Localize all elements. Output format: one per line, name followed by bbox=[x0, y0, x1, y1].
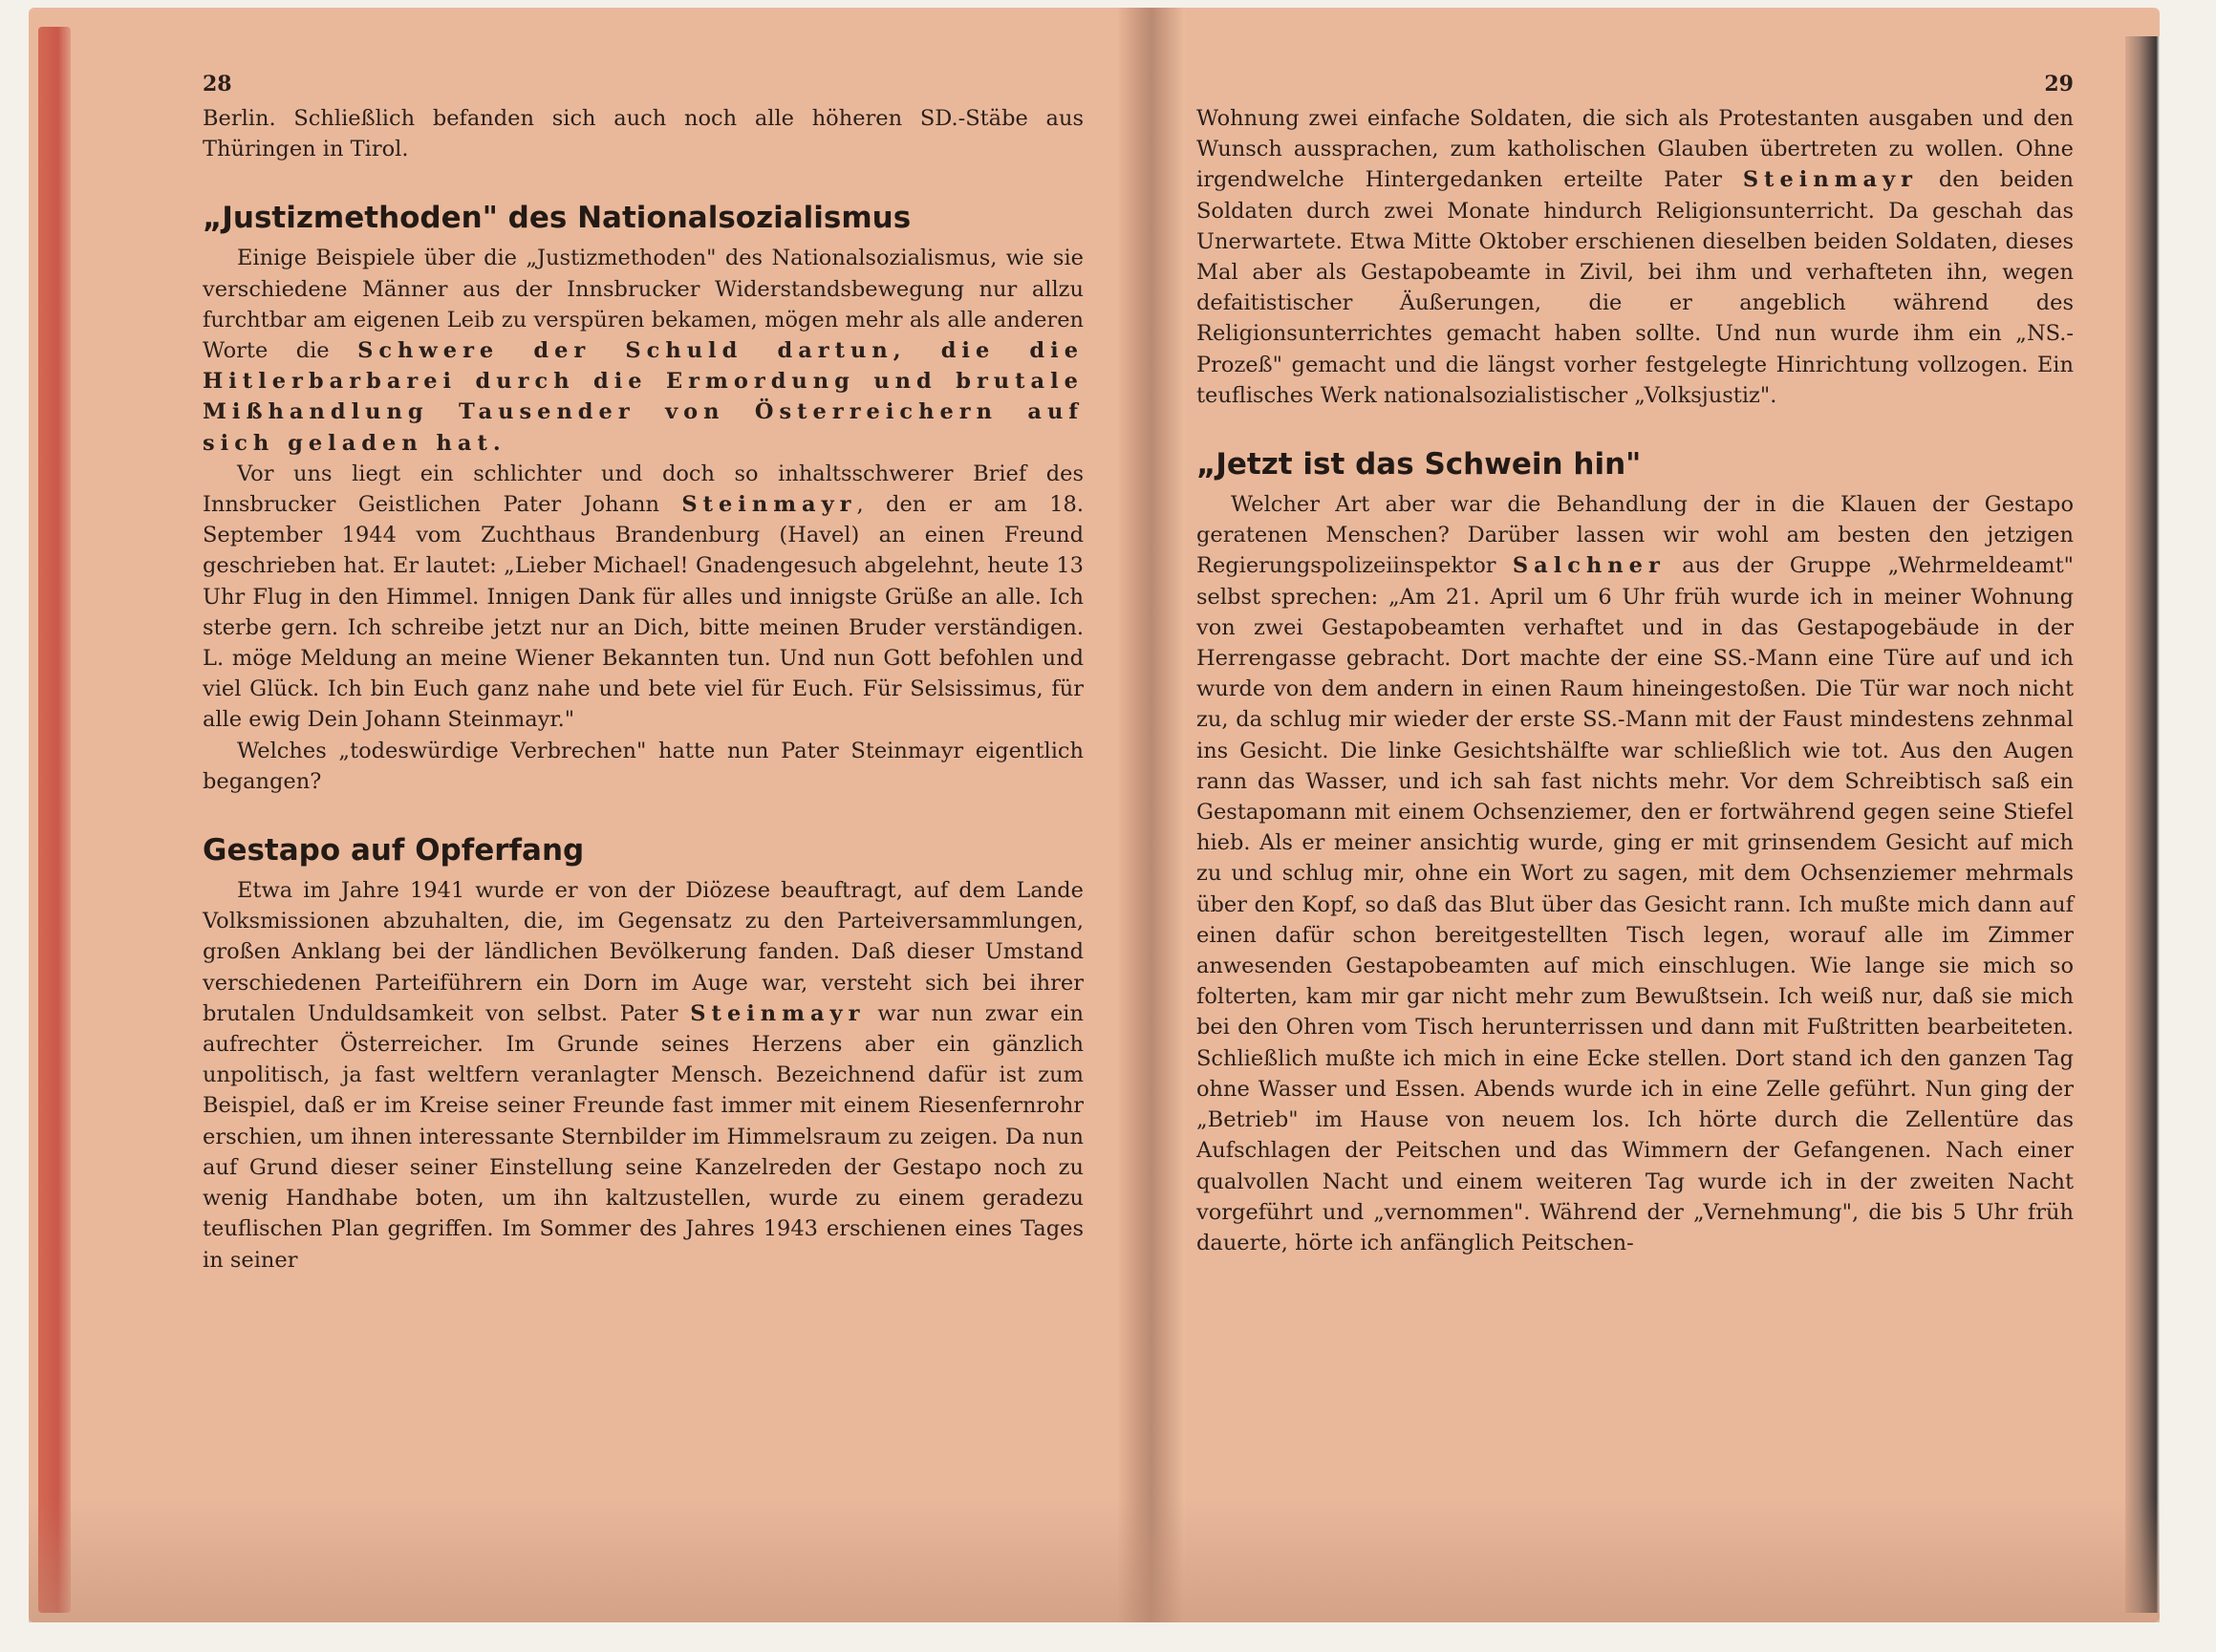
paragraph bbox=[203, 875, 1084, 1276]
paragraph-text: den beiden Soldaten durch zwei Monate hindurch Religionsunterricht. Da geschah das Unerwartete. Etwa Mitte Oktober erschienen dieselben beiden Soldaten, dieses Mal aber als Gestapobeamte in Zivil, bei ihm und verhafteten ihn, wegen defaitistischer Äußerungen, die er angeblich während des Religionsunterrichtes gemacht haben sollte. Und nun wurde ihm ein „NS.-Prozeß" gemacht und die längst vorher festgelegte Hinrichtung vollzogen. Ein teuflisches Werk nationalsozialistischer „Volksjustiz". bbox=[1196, 167, 2075, 408]
page-shadow bbox=[29, 1498, 2160, 1622]
left-page bbox=[203, 65, 1084, 1276]
paragraph: Welches „todeswürdige Verbrechen" hatte nun Pater Steinmayr eigentlich begangen? bbox=[203, 738, 1084, 794]
section-heading: Gestapo auf Opferfang bbox=[203, 833, 585, 869]
paragraph bbox=[1196, 489, 2074, 1258]
page-number: 29 bbox=[2044, 72, 2074, 97]
paragraph bbox=[203, 243, 1084, 458]
section-heading: „Justizmethoden" des Nationalsozialismus bbox=[203, 201, 912, 236]
paragraph-text: Welcher Art aber war die Behandlung der in die Klauen der Gestapo geratenen Menschen? Darüber lassen wir wohl am besten den jetzigen Regierungspolizeiinspektor bbox=[1196, 492, 2074, 579]
emphasized-name: Salchner bbox=[1512, 553, 1666, 579]
emphasized-text: Schwere der Schuld dartun, die die Hitlerbarbarei durch die Ermordung und brutale Mißhandlung Tausender von Österreichern auf sich geladen hat. bbox=[203, 338, 1085, 456]
paragraph-text: Einige Beispiele über die „Justizmethoden" des Nationalsozialismus, wie sie verschiedene Männer aus der Innsbrucker Widerstandsbewegung nur allzu furchtbar am eigenen Leib zu verspüren bekamen, mögen mehr als alle anderen Worte die bbox=[203, 246, 1084, 364]
emphasized-name: Steinmayr bbox=[1742, 167, 1918, 193]
section-heading: „Jetzt ist das Schwein hin" bbox=[1196, 447, 1642, 483]
paragraph-text: war nun zwar ein aufrechter Österreicher. Im Grunde seines Herzens aber ein gänzlich unpolitisch, ja fast weltfern veranlagter Mensch. Bezeichnend dafür ist zum Beispiel, daß er im Kreise seiner Freunde fast immer mit einem Riesenfernrohr erschien, um ihnen interessante Sternbilder im Himmelsraum zu zeigen. Da nun auf Grund dieser seiner Einstellung seine Kanzelreden der Gestapo noch zu wenig Handhabe boten, um ihn kaltzustellen, wurde zu einem geradezu teuflischen Plan gegriffen. Im Sommer des Jahres 1943 erschienen eines Tages in seiner bbox=[203, 1000, 1084, 1273]
emphasized-name: Steinmayr bbox=[681, 492, 857, 518]
paragraph bbox=[1196, 103, 2074, 411]
paragraph: Berlin. Schließlich befanden sich auch noch alle höheren SD.-Stäbe aus Thüringen in Tirol. bbox=[203, 106, 1084, 162]
paragraph-text: aus der Gruppe „Wehrmeldeamt" selbst sprechen: „Am 21. April um 6 Uhr früh wurde ich in meiner Wohnung von zwei Gestapobeamten verhaftet und in das Gestapogebäude in der Herrengasse gebracht. Dort machte der eine SS.-Mann eine Türe auf und ich wurde von dem andern in einen Raum hineingestoßen. Die Tür war noch nicht zu, da schlug mir wieder der erste SS.-Mann mit der Faust mindestens zehnmal ins Gesicht. Die linke Gesichtshälfte war schließlich wie tot. Aus den Augen rann das Wasser, und ich sah fast nichts mehr. Vor dem Schreibtisch saß ein Gestapomann mit einem Ochsenziemer, den er fortwährend gegen seine Stiefel hieb. Als er meiner ansichtig wurde, ging er mit grinsendem Gesicht auf mich zu und schlug mir, ohne ein Wort zu sagen, mit dem Ochsenziemer mehrmals über den Kopf, so daß das Blut über das Gesicht rann. Ich mußte mich dann auf einen dafür schon bereitgestellten Tisch legen, worauf alle im Zimmer anwesenden Gestapobeamten auf mich einschlugen. Wie lange sie mich so folterten, kam mir gar nicht mehr zum Bewußtsein. Ich weiß nur, daß sie mich bei den Ohren vom Tisch herunterrissen und dann mit Fußtritten bearbeiteten. Schließlich mußte ich mich in eine Ecke stellen. Dort stand ich den ganzen Tag ohne Wasser und Essen. Abends wurde ich in eine Zelle geführt. Nun ging der „Betrieb" im Hause von neuem los. Ich hörte durch die Zellentüre das Aufschlagen der Peitschen und das Wimmern der Gefangenen. Nach einer qualvollen Nacht und einem weiteren Tag wurde ich in der zweiten Nacht vorgeführt und „vernommen". Während der „Vernehmung", die bis 5 Uhr früh dauerte, hörte ich anfänglich Peitschen- bbox=[1196, 553, 2075, 1255]
page-number: 28 bbox=[203, 72, 232, 97]
right-page bbox=[1196, 65, 2074, 1258]
book-spread bbox=[29, 8, 2160, 1622]
paragraph-text: Wohnung zwei einfache Soldaten, die sich als Protestanten ausgaben und den Wunsch aussprachen, zum katholischen Glauben übertreten zu wollen. Ohne irgendwelche Hintergedanken erteilte Pater bbox=[1196, 106, 2074, 193]
paragraph-text: Etwa im Jahre 1941 wurde er von der Diözese beauftragt, auf dem Lande Volksmissionen abzuhalten, die, im Gegensatz zu den Parteiversammlungen, großen Anklang bei der ländlichen Bevölkerung fanden. Daß dieser Umstand verschiedenen Parteiführern ein Dorn im Auge war, versteht sich bei ihrer brutalen Unduldsamkeit von selbst. Pater bbox=[203, 878, 1084, 1026]
emphasized-name: Steinmayr bbox=[690, 1000, 866, 1026]
book-gutter bbox=[1118, 8, 1185, 1622]
paragraph bbox=[203, 459, 1084, 736]
paragraph-text: Vor uns liegt ein schlichter und doch so inhaltsschwerer Brief des Innsbrucker Geistlichen Pater Johann bbox=[203, 461, 1084, 518]
book-edge-right bbox=[2125, 36, 2160, 1613]
paragraph-text: , den er am 18. September 1944 vom Zuchthaus Brandenburg (Havel) an einen Freund geschrieben hat. Er lautet: „Lieber Michael! Gnadengesuch abgelehnt, heute 13 Uhr Flug in den Himmel. Innigen Dank für alles und innigste Grüße an alle. Ich sterbe gern. Ich schreibe jetzt nur an Dich, bitte meinen Bruder verständigen. L. möge Meldung an meine Wiener Bekannten tun. Und nun Gott befohlen und viel Glück. Ich bin Euch ganz nahe und bete viel für Euch. Für Selsissimus, für alle ewig Dein Johann Steinmayr." bbox=[203, 492, 1084, 733]
book-edge-left bbox=[38, 27, 71, 1613]
